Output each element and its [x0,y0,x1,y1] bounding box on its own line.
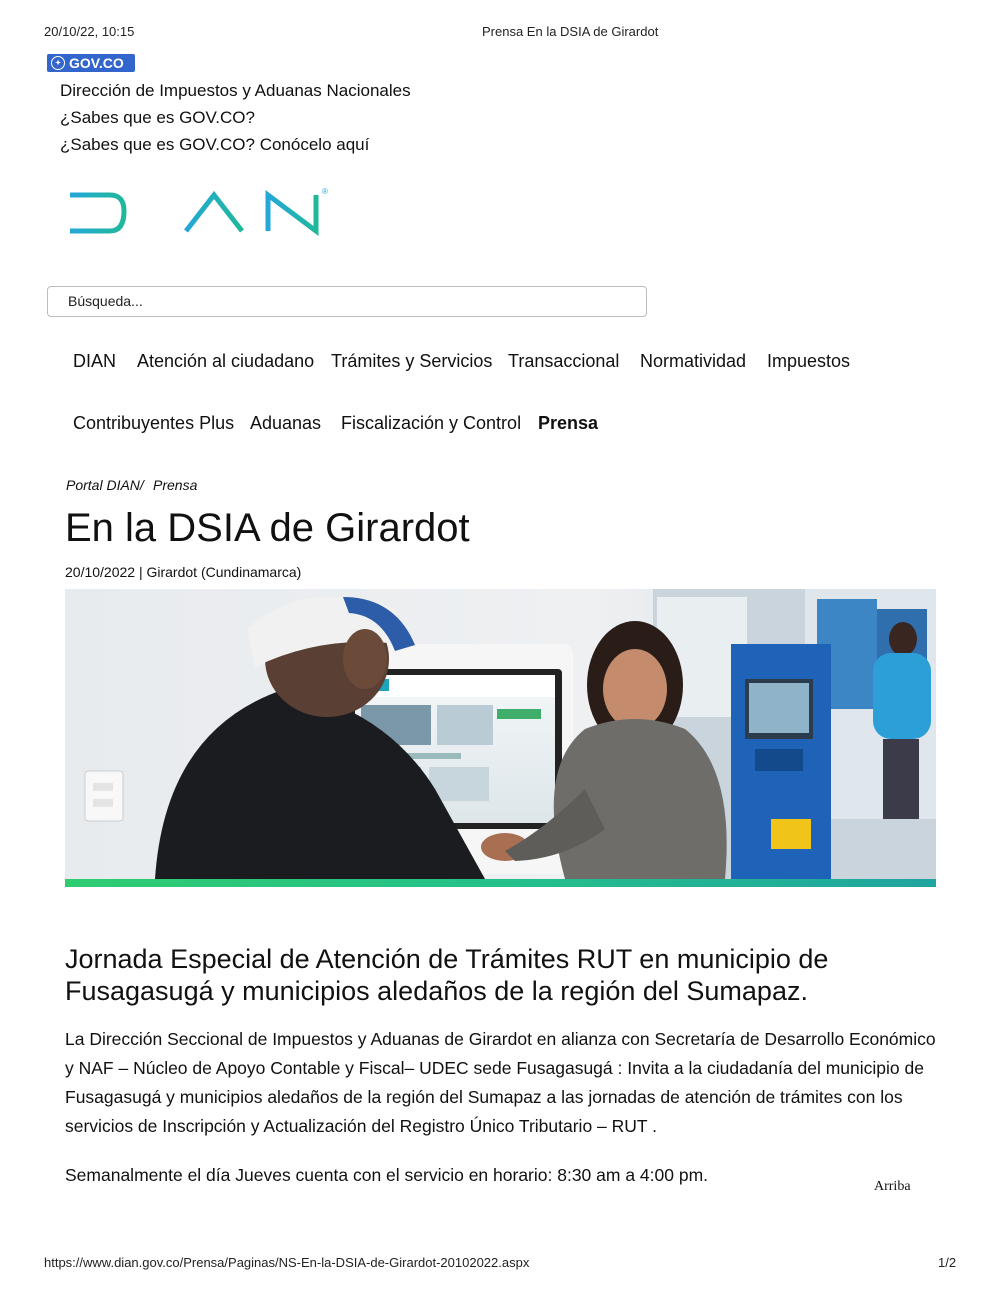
colombia-seal-icon: ✦ [51,56,65,70]
nav-prensa[interactable]: Prensa [538,413,599,433]
link-govco-know-here[interactable]: ¿Sabes que es GOV.CO? Conócelo aquí [60,135,370,154]
link-dian-name[interactable]: Dirección de Impuestos y Aduanas Nacionales [60,81,411,100]
print-datetime: 20/10/22, 10:15 [44,24,135,39]
dian-logo[interactable] [66,186,336,243]
nav-tramites-servicios[interactable]: Trámites y Servicios [331,351,493,371]
nav-contribuyentes-plus[interactable]: Contribuyentes Plus [73,413,235,433]
nav-aduanas[interactable]: Aduanas [250,413,322,433]
govco-logo-text: GOV.CO [69,55,124,71]
nav-transaccional[interactable]: Transaccional [508,351,620,371]
print-page-title: Prensa En la DSIA de Girardot [482,24,659,39]
breadcrumb-prensa[interactable]: Prensa [153,477,198,493]
nav-dian[interactable]: DIAN [73,351,117,371]
search-input[interactable]: Búsqueda... [47,286,647,317]
footer-url: https://www.dian.gov.co/Prensa/Paginas/NS-En-la-DSIA-de-Girardot-20102022.aspx [44,1255,530,1270]
article-meta: 20/10/2022 | Girardot (Cundinamarca) [65,564,302,580]
photo-accent-bar [65,879,936,887]
article-schedule: Semanalmente el día Jueves cuenta con el servicio en horario: 8:30 am a 4:00 pm. [65,1165,709,1185]
back-to-top-link[interactable]: Arriba [874,1179,911,1194]
nav-impuestos[interactable]: Impuestos [767,351,851,371]
footer-page-number: 1/2 [938,1255,957,1270]
govco-logo[interactable] [47,54,135,72]
article-subheading: Jornada Especial de Atención de Trámites RUT en municipio de Fusagasugá y municipios aledaños de la región del Sumapaz. [65,944,829,1006]
nav-atencion-ciudadano[interactable]: Atención al ciudadano [137,351,315,371]
link-what-is-govco[interactable]: ¿Sabes que es GOV.CO? [60,108,255,127]
page-title: En la DSIA de Girardot [65,506,470,550]
article-paragraph: La Dirección Seccional de Impuestos y Aduanas de Girardot en alianza con Secretaría de Desarrollo Económico y NAF – Núcleo de Apoyo Contable y Fiscal– UDEC sede Fusagasugá : Invita a la ciudadanía del municipio de Fusagasugá y municipios aledaños de la región del Sumapaz a las jornadas de atención de trámites con los servicios de Inscripción y Actualización del Registro Único Tributario – RUT . [65,1029,936,1136]
nav-normatividad[interactable]: Normatividad [640,351,747,371]
breadcrumb-portal-dian[interactable]: Portal DIAN/ [66,477,144,493]
registered-mark: ® [322,187,328,196]
nav-fiscalizacion-control[interactable]: Fiscalización y Control [341,413,522,433]
article-photo [65,589,936,879]
